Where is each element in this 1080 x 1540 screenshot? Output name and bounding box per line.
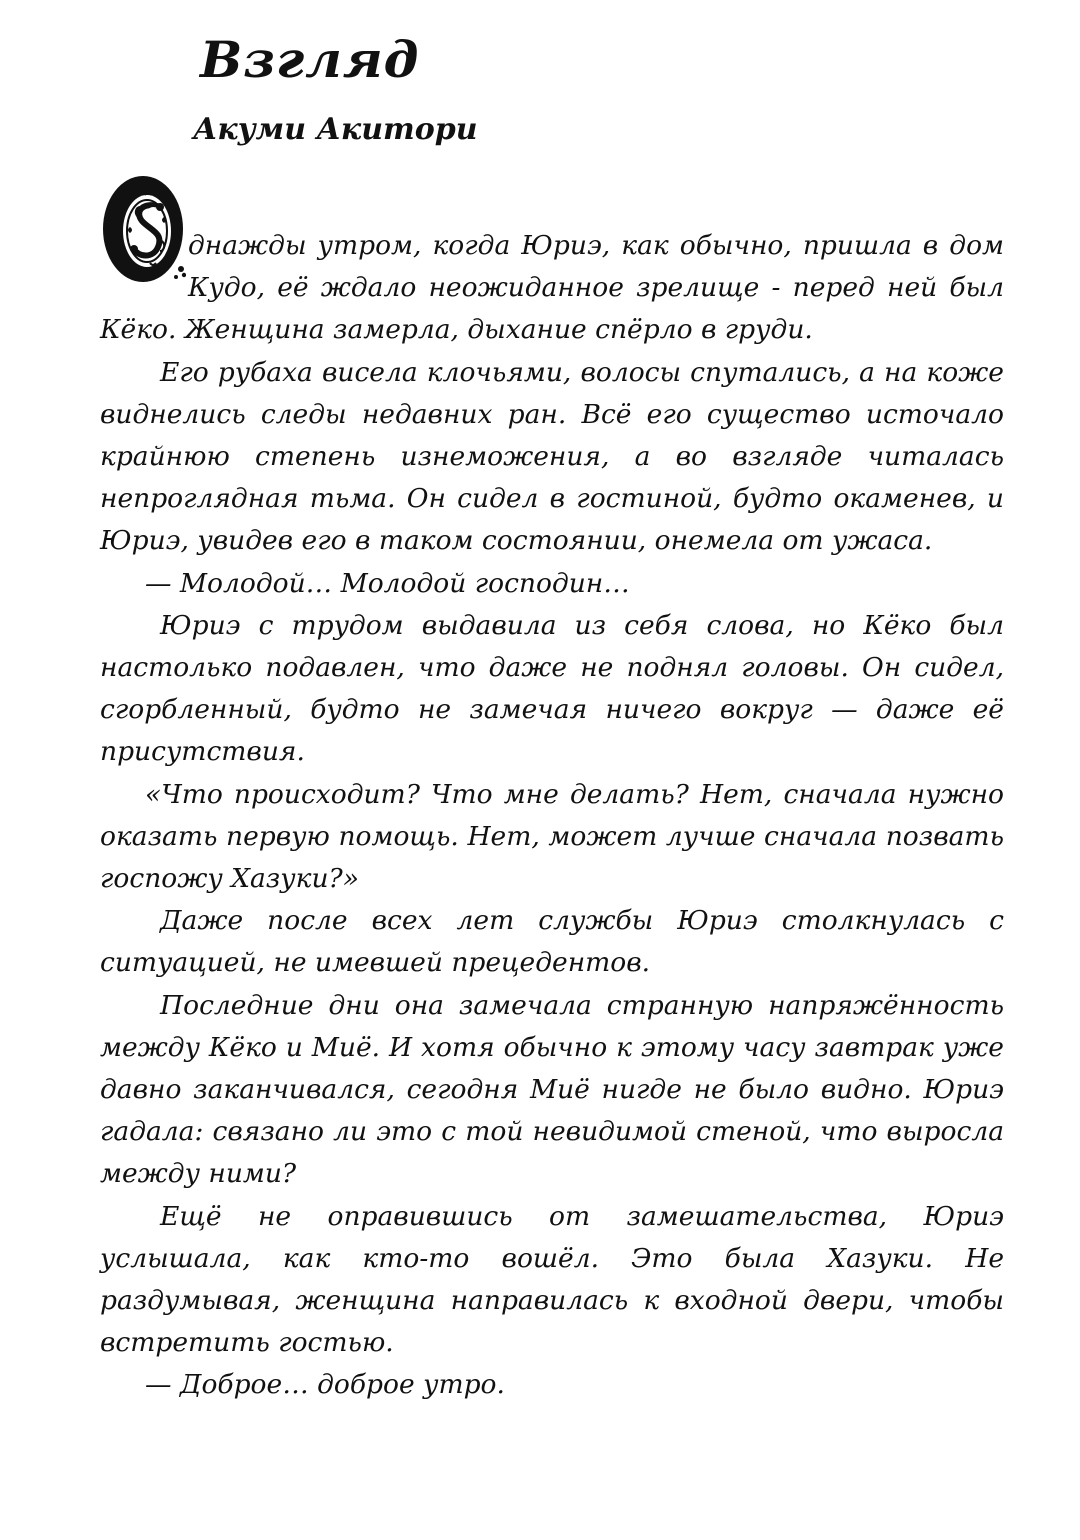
inner-monologue: «Что происходит? Что мне делать? Нет, сначала нужно оказать первую помощь. Нет, может лучше сначала позвать госпожу Хазуки?» [100, 778, 1004, 895]
dialogue-line-2: — Доброе… доброе утро. [145, 1369, 505, 1401]
paragraph-2: Его рубаха висела клочьями, волосы спутались, а на коже виднелись следы недавних ран. Всё его существо источало крайнюю степень изнеможения, а во взгляде читалась непроглядная тьма. Он сидел в гостиной, будто окаменев, и Юриэ, увидев его в таком состоянии, онемела от ужаса. [100, 356, 1004, 557]
paragraph-6: Ещё не оправившись от замешательства, Юриэ услышала, как кто-то вошёл. Это была Хазуки. Не раздумывая, женщина направилась к входной двери, чтобы встретить гостью. [100, 1200, 1004, 1359]
body-text [100, 225, 1004, 1407]
dropcap-ornament [100, 173, 186, 285]
paragraph-4: Даже после всех лет службы Юриэ столкнулась с ситуацией, не имевшей прецедентов. [100, 905, 1004, 979]
dialogue-line-1: — Молодой… Молодой господин… [145, 567, 630, 599]
ornate-letter-o-icon [100, 173, 186, 285]
paragraph-5: Последние дни она замечала странную напряжённость между Кёко и Миё. И хотя обычно к этому часу завтрак уже давно заканчивался, сегодня Миё нигде не было видно. Юриэ гадала: связано ли это с той невидимой стеной, что выросла между ними? [100, 989, 1004, 1190]
paragraph-1 [100, 225, 1004, 352]
paragraph-3: Юриэ с трудом выдавила из себя слова, но Кёко был настолько подавлен, что даже не поднял головы. Он сидел, сгорбленный, будто не замечая ничего вокруг — даже её присутствия. [100, 609, 1004, 768]
chapter-title: Взгляд [200, 30, 420, 89]
paragraph-1-text: днажды утром, когда Юриэ, как обычно, пришла в дом Кудо, её ждало неожиданное зрелище - перед ней был Кёко. Женщина замерла, дыхание спёрло в груди. [100, 230, 1004, 346]
author-name: Акуми Акитори [193, 112, 478, 147]
